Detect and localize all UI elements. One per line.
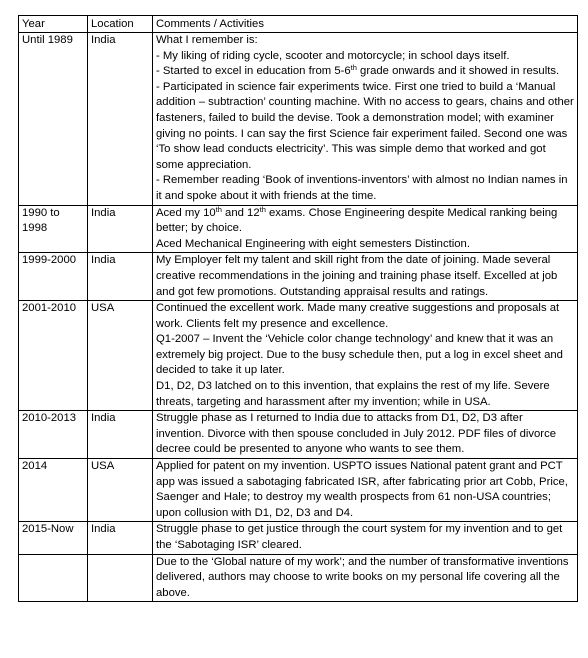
comment-line: - My liking of riding cycle, scooter and motorcycle; in school days itself. <box>156 49 510 62</box>
comment-line: - Remember reading ‘Book of inventions-inventors’ with almost no Indian names in it and spoke about it with friends at the time. <box>156 174 568 202</box>
location-cell: India <box>88 411 153 459</box>
location-cell: India <box>88 253 153 301</box>
year-cell: 2010-2013 <box>19 411 88 459</box>
year-cell: 2001-2010 <box>19 301 88 411</box>
comment-line: Continued the excellent work. Made many creative suggestions and proposals at work. Clients felt my presence and excellence. <box>156 302 560 330</box>
table-row <box>19 205 578 253</box>
location-cell: USA <box>88 301 153 411</box>
comment-line: - Participated in science fair experiments twice. First one tried to build a ‘Manual addition – subtraction’ counting machine. With no access to gears, chains and other fasteners, failed to build the devise. Took a demonstration model; with examiner giving no points. I can say the first Science fair experiment failed. Second one was ‘To show lead conducts electricity’. This was simple demo that worked and got some appreciation. <box>156 80 574 171</box>
location-cell: India <box>88 205 153 253</box>
comment-line: Applied for patent on my invention. USPTO issues National patent grant and PCT app was issued a sabotaging fabricated ISR, after fabricating prior art Cobb, Price, Saenger and Hale; to destroy my wealth prospects from 61 non-USA countries; upon collusion with D1, D2, D3 and D4. <box>156 460 568 519</box>
header-location: Location <box>88 16 153 33</box>
table-row <box>19 253 578 301</box>
comment-line: - Started to excel in education from 5-6th grade onwards and it showed in results. <box>156 63 560 78</box>
table-row <box>19 554 578 602</box>
comment-line: Due to the ‘Global nature of my work’; and the number of transformative inventions delivered, authors may choose to write books on my personal life covering all the above. <box>156 555 569 599</box>
comments-cell <box>153 522 578 554</box>
table-row <box>19 411 578 459</box>
comments-cell <box>153 554 578 602</box>
year-cell: Until 1989 <box>19 33 88 206</box>
comments-cell <box>153 33 578 206</box>
comment-line: Struggle phase as I returned to India due to attacks from D1, D2, D3 after invention. Divorce with then spouse concluded in July 2012. PDF files of divorce decree could be presented to anyone who wants to see them. <box>156 412 556 456</box>
location-cell: India <box>88 33 153 206</box>
comments-cell <box>153 253 578 301</box>
year-cell: 2015-Now <box>19 522 88 554</box>
header-year: Year <box>19 16 88 33</box>
comment-line: D1, D2, D3 latched on to this invention, that explains the rest of my life. Severe threats, targeting and harassment after my invention; while in USA. <box>156 380 550 408</box>
location-cell <box>88 554 153 602</box>
comment-line: Aced my 10th and 12th exams. Chose Engineering despite Medical ranking being better; by choice. <box>156 204 558 235</box>
table-header-row <box>19 16 578 33</box>
comments-cell <box>153 459 578 522</box>
location-cell: India <box>88 522 153 554</box>
table-row <box>19 459 578 522</box>
comment-line: Struggle phase to get justice through the court system for my invention and to get the ‘Sabotaging ISR’ cleared. <box>156 523 563 551</box>
table-row <box>19 33 578 206</box>
comment-line: Aced Mechanical Engineering with eight semesters Distinction. <box>156 237 470 250</box>
comments-cell <box>153 301 578 411</box>
activities-table <box>18 15 578 602</box>
comment-line: My Employer felt my talent and skill right from the date of joining. Made several creative recommendations in the joining and training phase itself. Excelled at job and got few promotions. Outstanding appraisal results and ratings. <box>156 254 558 298</box>
comment-line: What I remember is: <box>156 34 258 46</box>
comment-line: Q1-2007 – Invent the ‘Vehicle color change technology’ and knew that it was an extremely big project. Due to the busy schedule then, put a log in excel sheet and decided to take it up later. <box>156 333 563 377</box>
comments-cell <box>153 205 578 253</box>
table-row <box>19 301 578 411</box>
location-cell: USA <box>88 459 153 522</box>
table-row <box>19 522 578 554</box>
year-cell: 2014 <box>19 459 88 522</box>
header-comments: Comments / Activities <box>153 16 578 33</box>
year-cell <box>19 554 88 602</box>
year-cell: 1999-2000 <box>19 253 88 301</box>
comments-cell <box>153 411 578 459</box>
year-cell: 1990 to 1998 <box>19 205 88 253</box>
